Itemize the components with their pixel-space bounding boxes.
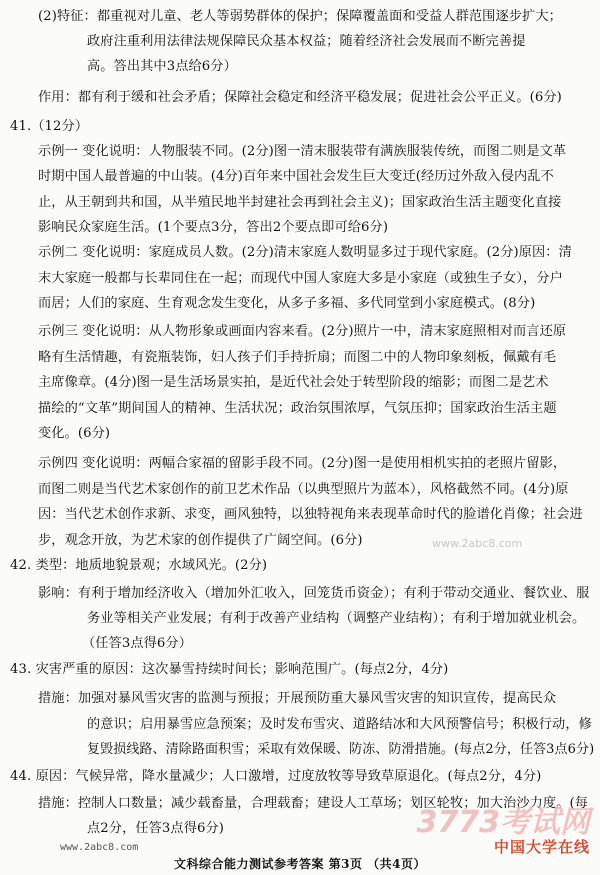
text-line: 的意识；启用暴雪应急预案；及时发布雪灾、道路结冰和大风预警信号；积极行动，修 [87, 717, 592, 732]
text-line: 而居；人们的家庭、生育观念发生变化，从多子多福、多代同堂到小家庭模式。(8分) [38, 296, 536, 311]
text-line: 复毁损线路、清除路面积雪；采取有效保暖、防冻、防滑措施。(每点2分，任答3点6分) [87, 742, 595, 757]
text-line: 时期中国人最普遍的中山装。(4分)百年来中国社会发生巨大变迁(经历过外敌入侵内乱不 [38, 169, 554, 184]
text-line: 政府注重利用法律法规保障民众基本权益；随着经济社会发展而不断完善提 [87, 34, 526, 49]
watermark-center: www.2abc8.com [432, 537, 523, 550]
question-number: 43. 灾害严重的原因：这次暴雪持续时间长；影响范围广。(每点2分，4分) [10, 662, 449, 677]
watermark-site: www.2abc8.com [60, 842, 139, 853]
text-line: 示例四 变化说明：两幅合家福的留影手段不同。(2分)图一是使用相机实拍的老照片留影， [38, 456, 567, 471]
text-line: 点2分，任答3点得6分) [87, 821, 225, 836]
watermark-logo [416, 805, 591, 856]
page-footer: 文科综合能力测试参考答案 第3页 （共4页） [173, 857, 427, 871]
text-line: 务业等相关产业发展；有利于改善产业结构（调整产业结构）；有利于增加就业机会。 [87, 611, 586, 626]
watermark-brand: 3773考试网 [416, 805, 590, 840]
text-line: 止，从王朝到共和国，从半殖民地半封建社会再到社会主义)；国家政治生活主题变化直接 [38, 195, 562, 210]
text-line: 略有生活情趣，有瓷瓶装饰，妇人孩子们手持折扇；而图二中的人物印象刻板，佩戴有毛 [38, 350, 557, 365]
text-line: 影响：有利于增加经济收入（增加外汇收入，回笼货币资金）；有利于带动交通业、餐饮业、服 [38, 586, 590, 601]
question-number: 44. 原因：气候异常，降水量减少；人口激增，过度放牧等导致草原退化。(每点2分，4分) [10, 769, 542, 784]
text-line: 示例三 变化说明：从人物形象或画面内容来看。(2分)照片一中，清末家庭照相对而言还原 [38, 324, 567, 339]
text-line: 示例一 变化说明：人物服装不同。(2分)图一清末服装带有满族服装传统，而图二则是文革 [38, 144, 567, 159]
text-line: 变化。(6分) [38, 426, 111, 441]
text-line: 示例二 变化说明：家庭成员人数。(2分)清末家庭人数明显多过于现代家庭。(2分)原因：清 [38, 245, 572, 260]
text-line: 描绘的“文革”期间国人的精神、生活状况；政治氛围浓厚，气氛压抑；国家政治生活主题 [38, 401, 557, 416]
text-line: (2)特征：都重视对儿童、老人等弱势群体的保护；保障覆盖面和受益人群范围逐步扩大； [38, 9, 562, 24]
text-line: 高。答出其中3点给6分） [87, 59, 237, 74]
text-line: 步，观念开放，为艺术家的创作提供了广阔空间。(6分) [38, 533, 363, 548]
question-number: 42. 类型：地质地貌景观；水域风光。(2分) [10, 558, 268, 573]
text-line: 措施：控制人口数量；减少载畜量，合理载畜；建设人工草场；划区轮牧；加大治沙力度。(每 [38, 796, 589, 811]
text-line: 措施：加强对暴风雪灾害的监测与预报；开展预防重大暴风雪灾害的知识宣传，提高民众 [38, 691, 557, 706]
question-number: 41.（12分） [10, 119, 89, 134]
text-line: 而图二则是当代艺术家创作的前卫艺术作品（以典型照片为蓝本），风格截然不同。(4分)原 [38, 482, 569, 497]
text-line: 主席像章。(4分)图一是生活场景实拍，是近代社会处于转型阶段的缩影；而图二是艺术 [38, 375, 549, 390]
text-line: 末大家庭一般都与长辈同住在一起；而现代中国人家庭大多是小家庭（或独生子女），分户 [38, 271, 563, 286]
text-line: 因：当代艺术创作求新、求变，画风独特，以独特视角来表现革命时代的脸谱化肖像；社会进 [38, 507, 583, 522]
text-line: （任答3点得6分） [82, 636, 192, 651]
text-line: 影响民众家庭生活。(1个要点3分，答出2个要点即可给6分) [38, 220, 389, 235]
watermark-slogan: 中国大学在线 [493, 838, 590, 856]
text-line: 作用：都有利于缓和社会矛盾；保障社会稳定和经济平稳发展；促进社会公平正义。(6分) [38, 90, 562, 105]
